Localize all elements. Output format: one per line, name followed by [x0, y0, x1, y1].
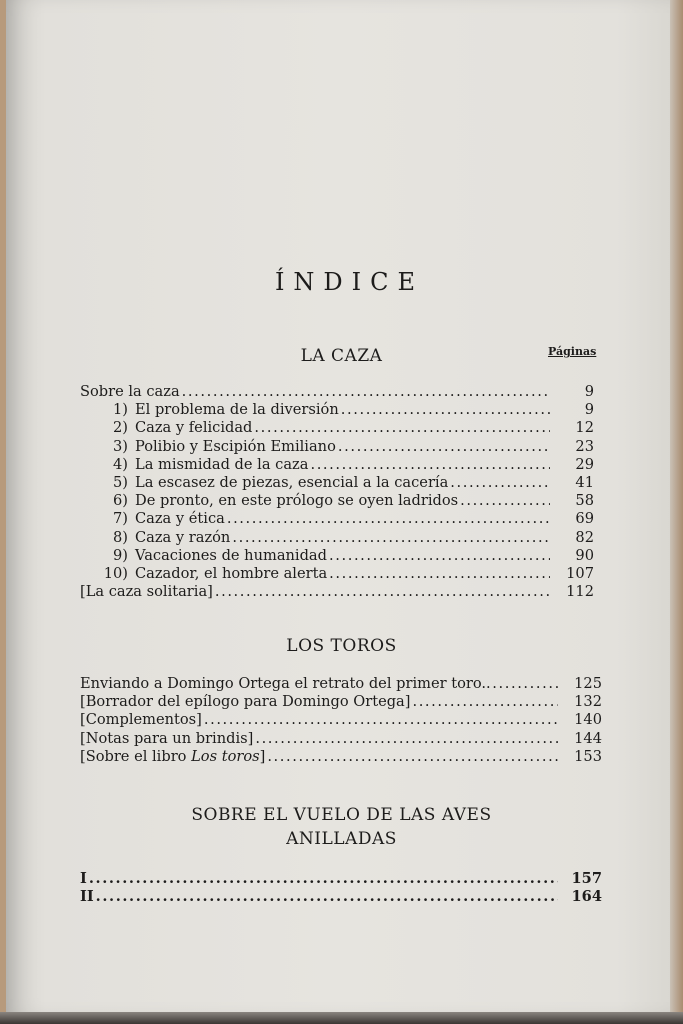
- toc-entry: [80, 547, 602, 565]
- toc-entry-page: 140: [574, 711, 602, 729]
- toc-entry: [80, 748, 610, 766]
- toc-entry-label-start: [Sobre el libro: [80, 747, 192, 765]
- leader-dots: [89, 870, 558, 887]
- toc-entry: [80, 693, 610, 711]
- toc-entry-number: 1): [113, 401, 128, 419]
- toc-entry-label: [Borrador del epílogo para Domingo Ortega]: [80, 693, 411, 711]
- leader-dots: [96, 888, 558, 905]
- toc-entry-label: Polibio y Escipión Emiliano: [135, 437, 336, 455]
- toc-entry-label: Sobre la caza: [80, 383, 180, 400]
- book-edge-bottom: [0, 1012, 683, 1024]
- toc-entry-label: La mismidad de la caza: [135, 455, 309, 473]
- toc-entry: [80, 492, 602, 510]
- toc-entry-page: 23: [575, 437, 594, 455]
- toc-entry-page: 58: [575, 492, 594, 510]
- paginas-column-label: Páginas: [548, 345, 597, 358]
- toc-entry-label: II: [80, 888, 94, 906]
- toc-entry: [80, 870, 610, 888]
- leader-dots: [267, 748, 558, 765]
- leader-dots: [450, 474, 550, 491]
- toc-entry-label: Enviando a Domingo Ortega el retrato del primer toro.: [80, 675, 486, 692]
- toc-entry: [80, 438, 602, 456]
- leader-dots: [338, 438, 550, 455]
- toc-entry-number: 5): [113, 473, 128, 491]
- toc-entry-label: [La caza solitaria]: [80, 583, 213, 601]
- toc-entry: [80, 456, 602, 474]
- section-heading-aves-line2: ANILLADAS: [286, 829, 397, 849]
- section-heading-aves-line1: SOBRE EL VUELO DE LAS AVES: [191, 805, 492, 825]
- leader-dots: [329, 547, 550, 564]
- toc-entry: [80, 583, 602, 601]
- toc-entry-page: 90: [575, 546, 594, 564]
- leader-dots: [412, 693, 558, 710]
- toc-entry: [80, 401, 602, 419]
- toc-entry: [80, 474, 602, 492]
- leader-dots: [232, 529, 550, 546]
- toc-entry: [80, 565, 602, 583]
- toc-entry-page: 41: [575, 473, 594, 491]
- toc-entry-number: 7): [113, 510, 128, 528]
- leader-dots: [255, 730, 558, 747]
- toc-entry: [80, 419, 602, 437]
- leader-dots: [310, 456, 550, 473]
- toc-entry-page: 144: [574, 729, 602, 747]
- toc-entry: [80, 675, 610, 693]
- toc-entry: [80, 888, 610, 906]
- leader-dots: [329, 565, 550, 582]
- toc-entry-label: Caza y razón: [135, 528, 231, 546]
- toc-entry-number: 3): [113, 437, 128, 455]
- toc-entry-number: 10): [103, 564, 128, 582]
- toc-entry-page: 164: [571, 888, 602, 906]
- toc-entry-number: 2): [113, 419, 128, 437]
- toc-entry-number: 4): [113, 455, 128, 473]
- leader-dots: [341, 401, 550, 418]
- leader-dots: [215, 583, 550, 600]
- toc-entry-page: 125: [574, 675, 602, 692]
- leader-dots: [254, 419, 550, 436]
- section-heading-los-toros: LOS TOROS: [286, 636, 397, 656]
- toc-entry-label: El problema de la diversión: [135, 401, 339, 419]
- leader-dots: [204, 711, 558, 728]
- toc-entry-page: 82: [575, 528, 594, 546]
- toc-entry-page: 112: [566, 583, 594, 601]
- toc-entry-label: I: [80, 870, 87, 887]
- toc-entry: [80, 711, 610, 729]
- toc-entry-page: 12: [575, 419, 594, 437]
- toc-entry-label: Caza y felicidad: [135, 419, 253, 437]
- toc-aves: [80, 870, 610, 906]
- toc-entry-label-end: ]: [259, 747, 266, 765]
- toc-entry: [80, 529, 602, 547]
- toc-los-toros: [80, 675, 610, 766]
- toc-entry-page: 69: [575, 510, 594, 528]
- book-title-italic: Los toros: [191, 747, 260, 765]
- toc-entry-number: 6): [113, 492, 128, 510]
- toc-entry-number: 9): [113, 546, 128, 564]
- toc-entry-label: La escasez de piezas, esencial a la cacería: [135, 473, 449, 491]
- toc-entry-page: 29: [575, 455, 594, 473]
- book-edge-right: [668, 0, 683, 1014]
- leader-dots: [460, 492, 550, 509]
- toc-entry-label: [Complementos]: [80, 711, 202, 729]
- toc-entry-label: Cazador, el hombre alerta: [135, 564, 328, 582]
- toc-entry-number: 8): [113, 528, 128, 546]
- toc-entry-page: 157: [571, 870, 602, 887]
- toc-entry: [80, 383, 602, 401]
- toc-entry-label: [Notas para un brindis]: [80, 729, 254, 747]
- leader-dots: [182, 383, 550, 400]
- toc-entry: [80, 730, 610, 748]
- toc-entry-page: 153: [574, 747, 602, 765]
- section-heading-la-caza: LA CAZA: [300, 346, 383, 366]
- toc-entry-page: 9: [584, 401, 594, 419]
- toc-entry: [80, 510, 602, 528]
- leader-dots: [227, 510, 550, 527]
- toc-entry-page: 9: [584, 383, 594, 400]
- toc-entry-label: [80, 748, 265, 765]
- leader-dots: [486, 675, 562, 692]
- toc-entry-page: 107: [566, 564, 594, 582]
- toc-entry-label: De pronto, en este prólogo se oyen ladridos: [135, 492, 459, 510]
- toc-entry-label: Vacaciones de humanidad: [135, 546, 327, 564]
- page-title: ÍNDICE: [274, 268, 425, 296]
- toc-entry-label: Caza y ética: [135, 510, 225, 528]
- toc-entry-page: 132: [574, 693, 602, 711]
- toc-la-caza: [80, 383, 602, 601]
